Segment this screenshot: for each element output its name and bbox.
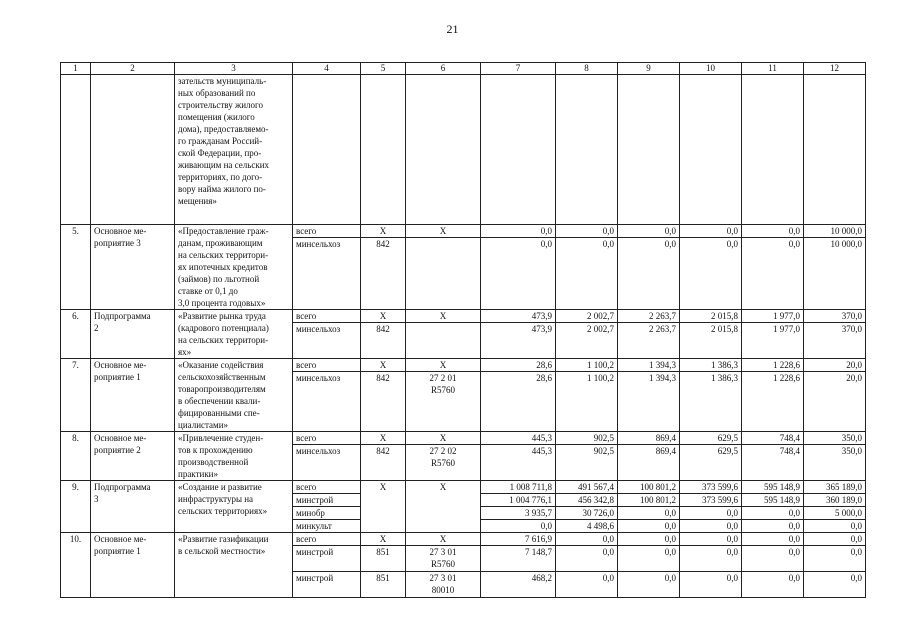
value-cell-col9: 100 801,2 (618, 494, 680, 507)
table-row (61, 359, 866, 372)
value-cell-col7: 0,0 (481, 225, 556, 238)
header-cell-3: 3 (175, 63, 293, 75)
value-cell-col8: 1 100,2 (556, 372, 618, 432)
value-cell-col12: 370,0 (804, 310, 866, 323)
executor-cell: всего (293, 481, 361, 494)
kcsr-cell (406, 572, 481, 598)
value-cell-col9: 1 394,3 (618, 359, 680, 372)
text-line: Основное ме- (94, 534, 147, 544)
value-cell-col8: 0,0 (556, 238, 618, 310)
executor-cell: всего (293, 359, 361, 372)
text-line: Основное ме- (94, 360, 147, 370)
value-cell-col9: 0,0 (618, 507, 680, 520)
header-cell-10: 10 (680, 63, 742, 75)
value-cell-col10: 0,0 (680, 225, 742, 238)
value-cell-col9: 0,0 (618, 520, 680, 533)
text-line: данам, проживающим (178, 238, 263, 248)
table-row (61, 310, 866, 323)
text-line: территориях, по дого- (178, 172, 263, 182)
text-line: (займов) по льготной (178, 274, 260, 284)
text-line: «Предоставление граж- (178, 226, 269, 236)
executor-cell: минкульт (293, 520, 361, 533)
text-line: Подпрограмма (94, 482, 151, 492)
text-line: (кадрового потенциала) (178, 323, 269, 333)
value-cell-col12: 350,0 (804, 432, 866, 445)
executor-cell: минсельхоз (293, 372, 361, 432)
value-cell-col12: 5 000,0 (804, 507, 866, 520)
empty-cell (406, 75, 481, 225)
value-cell-col10: 629,5 (680, 445, 742, 481)
text-line: ях» (178, 347, 192, 357)
header-cell-9: 9 (618, 63, 680, 75)
value-cell-col9: 0,0 (618, 225, 680, 238)
program-description (175, 481, 293, 533)
text-line: 3,0 процента годовых» (178, 298, 266, 308)
executor-cell: всего (293, 225, 361, 238)
text-line: сельскохозяйственным (178, 372, 266, 382)
value-cell-col10: 2 015,8 (680, 323, 742, 359)
value-cell-col12: 20,0 (804, 372, 866, 432)
text-line: R5760 (430, 559, 455, 569)
program-name (91, 225, 175, 310)
row-number: 10. (61, 533, 91, 598)
row-number: 7. (61, 359, 91, 432)
value-cell-col10: 0,0 (680, 533, 742, 546)
text-line: R5760 (430, 458, 455, 468)
value-cell-col8: 0,0 (556, 225, 618, 238)
value-cell-col7: 473,9 (481, 310, 556, 323)
value-cell-col10: 373 599,6 (680, 481, 742, 494)
empty-cell (804, 75, 866, 225)
value-cell-col10: 0,0 (680, 238, 742, 310)
value-cell-col9: 2 263,7 (618, 310, 680, 323)
value-cell-col9: 0,0 (618, 572, 680, 598)
text-line: в сельской местности» (178, 546, 266, 556)
empty-cell (481, 75, 556, 225)
text-line: 80010 (431, 585, 455, 595)
page-number: 21 (446, 22, 459, 36)
text-line: «Создание и развитие (178, 482, 262, 492)
value-cell-col10: 629,5 (680, 432, 742, 445)
text-line: живающим на сельских (178, 160, 270, 170)
program-name (91, 432, 175, 481)
value-cell-col9: 0,0 (618, 238, 680, 310)
grbs-cell: Х (361, 533, 406, 546)
value-cell-col12: 0,0 (804, 533, 866, 546)
text-line: ставке от 0,1 до (178, 286, 238, 296)
kcsr-cell (406, 323, 481, 359)
text-line: Основное ме- (94, 226, 147, 236)
value-cell-col12: 10 000,0 (804, 225, 866, 238)
text-line: Х (439, 433, 447, 443)
kcsr-cell (406, 546, 481, 572)
value-cell-col10: 0,0 (680, 507, 742, 520)
value-cell-col11: 1 977,0 (742, 323, 804, 359)
header-cell-6: 6 (406, 63, 481, 75)
text-line: практики» (178, 469, 219, 479)
kcsr-cell (406, 432, 481, 445)
text-line: Х (439, 311, 447, 321)
value-cell-col7: 1 008 711,8 (481, 481, 556, 494)
executor-cell: минсельхоз (293, 238, 361, 310)
text-line: 3 (94, 494, 99, 504)
text-line: роприятие 2 (94, 445, 141, 455)
value-cell-col7: 468,2 (481, 572, 556, 598)
text-line: тов к прохождению (178, 445, 253, 455)
value-cell-col8: 2 002,7 (556, 310, 618, 323)
kcsr-cell (406, 445, 481, 481)
kcsr-cell (406, 372, 481, 432)
text-line: строительству жилого (178, 100, 263, 110)
value-cell-col7: 0,0 (481, 238, 556, 310)
value-cell-col10: 0,0 (680, 572, 742, 598)
value-cell-col11: 0,0 (742, 238, 804, 310)
value-cell-col12: 370,0 (804, 323, 866, 359)
value-cell-col9: 0,0 (618, 546, 680, 572)
header-cell-1: 1 (61, 63, 91, 75)
executor-cell: минобр (293, 507, 361, 520)
program-description (175, 432, 293, 481)
value-cell-col8: 456 342,8 (556, 494, 618, 507)
program-name (91, 359, 175, 432)
value-cell-col10: 1 386,3 (680, 372, 742, 432)
value-cell-col9: 1 394,3 (618, 372, 680, 432)
value-cell-col11: 0,0 (742, 507, 804, 520)
text-line: го гражданам Россий- (178, 136, 263, 146)
grbs-cell: Х (361, 310, 406, 323)
text-line: Х (439, 360, 447, 370)
value-cell-col11: 1 228,6 (742, 359, 804, 372)
kcsr-cell: Х (406, 481, 481, 533)
grbs-cell: Х (361, 432, 406, 445)
text-line: Х (439, 534, 447, 544)
value-cell-col9: 2 263,7 (618, 323, 680, 359)
text-line: 2 (94, 323, 99, 333)
text-line: товаропроизводителям (178, 384, 266, 394)
continuation-row (61, 75, 866, 225)
program-description (175, 533, 293, 598)
value-cell-col11: 595 148,9 (742, 494, 804, 507)
text-line: Подпрограмма (94, 311, 151, 321)
value-cell-col12: 0,0 (804, 572, 866, 598)
value-cell-col12: 360 189,0 (804, 494, 866, 507)
value-cell-col7: 445,3 (481, 445, 556, 481)
value-cell-col9: 100 801,2 (618, 481, 680, 494)
value-cell-col12: 365 189,0 (804, 481, 866, 494)
executor-cell: всего (293, 533, 361, 546)
text-line: помещения (жилого (178, 112, 255, 122)
text-line: «Оказание содействия (178, 360, 264, 370)
text-line: Основное ме- (94, 433, 147, 443)
kcsr-cell (406, 533, 481, 546)
text-line: зательств муниципаль- (178, 76, 267, 86)
grbs-cell: 842 (361, 238, 406, 310)
text-line: мещения» (178, 196, 217, 206)
header-cell-2: 2 (91, 63, 175, 75)
value-cell-col10: 0,0 (680, 520, 742, 533)
empty-cell (361, 75, 406, 225)
text-line: 27 3 01 (429, 547, 457, 557)
grbs-cell: 842 (361, 323, 406, 359)
value-cell-col8: 0,0 (556, 533, 618, 546)
table-row (61, 533, 866, 546)
value-cell-col11: 1 977,0 (742, 310, 804, 323)
text-line: инфраструктуры на (178, 494, 254, 504)
value-cell-col11: 748,4 (742, 445, 804, 481)
program-description (175, 359, 293, 432)
executor-cell: минстрой (293, 572, 361, 598)
value-cell-col10: 373 599,6 (680, 494, 742, 507)
header-cell-5: 5 (361, 63, 406, 75)
value-cell-col8: 902,5 (556, 432, 618, 445)
program-description (175, 225, 293, 310)
value-cell-col8: 2 002,7 (556, 323, 618, 359)
text-line: на сельских территори- (178, 250, 269, 260)
value-cell-col7: 7 148,7 (481, 546, 556, 572)
value-cell-col12: 10 000,0 (804, 238, 866, 310)
text-line: «Развитие рынка труда (178, 311, 266, 321)
value-cell-col8: 491 567,4 (556, 481, 618, 494)
kcsr-cell (406, 310, 481, 323)
header-cell-7: 7 (481, 63, 556, 75)
text-line: «Развитие газификации (178, 534, 269, 544)
program-name (91, 533, 175, 598)
value-cell-col11: 595 148,9 (742, 481, 804, 494)
value-cell-col8: 4 498,6 (556, 520, 618, 533)
text-line: ской Федерации, про- (178, 148, 262, 158)
empty-cell (618, 75, 680, 225)
executor-cell: минсельхоз (293, 445, 361, 481)
text-line: 27 2 02 (429, 446, 457, 456)
grbs-cell: 851 (361, 572, 406, 598)
value-cell-col11: 0,0 (742, 225, 804, 238)
value-cell-col8: 0,0 (556, 546, 618, 572)
header-cell-4: 4 (293, 63, 361, 75)
empty-cell (680, 75, 742, 225)
grbs-cell: 851 (361, 546, 406, 572)
header-cell-11: 11 (742, 63, 804, 75)
value-cell-col10: 1 386,3 (680, 359, 742, 372)
kcsr-cell (406, 238, 481, 310)
value-cell-col12: 350,0 (804, 445, 866, 481)
value-cell-col10: 2 015,8 (680, 310, 742, 323)
row-number: 5. (61, 225, 91, 310)
text-line: 27 3 01 (429, 573, 457, 583)
value-cell-col9: 869,4 (618, 445, 680, 481)
value-cell-col9: 869,4 (618, 432, 680, 445)
empty-cell (91, 75, 175, 225)
program-name (91, 310, 175, 359)
row-number: 6. (61, 310, 91, 359)
text-line: роприятие 1 (94, 546, 141, 556)
text-line: R5760 (430, 385, 455, 395)
row-number: 9. (61, 481, 91, 533)
value-cell-col11: 0,0 (742, 520, 804, 533)
text-line: вору найма жилого по- (178, 184, 266, 194)
header-cell-12: 12 (804, 63, 866, 75)
program-name (91, 481, 175, 533)
grbs-cell: 842 (361, 372, 406, 432)
value-cell-col8: 1 100,2 (556, 359, 618, 372)
text-line: сельских территориях» (178, 506, 268, 516)
empty-cell (61, 75, 91, 225)
text-line: «Привлечение студен- (178, 433, 264, 443)
program-description (175, 310, 293, 359)
value-cell-col8: 902,5 (556, 445, 618, 481)
continuation-text (175, 75, 293, 225)
value-cell-col12: 0,0 (804, 520, 866, 533)
empty-cell (742, 75, 804, 225)
value-cell-col8: 0,0 (556, 572, 618, 598)
row-number: 8. (61, 432, 91, 481)
text-line: 27 2 01 (429, 373, 457, 383)
value-cell-col7: 28,6 (481, 372, 556, 432)
value-cell-col7: 3 935,7 (481, 507, 556, 520)
table-row (61, 432, 866, 445)
text-line: ных образований по (178, 88, 256, 98)
text-line: производственной (178, 457, 249, 467)
header-row (61, 63, 866, 75)
text-line: ях ипотечных кредитов (178, 262, 268, 272)
text-line: роприятие 3 (94, 238, 141, 248)
grbs-cell: Х (361, 359, 406, 372)
value-cell-col7: 445,3 (481, 432, 556, 445)
grbs-cell: Х (361, 225, 406, 238)
text-line: Х (439, 226, 447, 236)
text-line: роприятие 1 (94, 372, 141, 382)
value-cell-col11: 0,0 (742, 572, 804, 598)
text-line: фицированными спе- (178, 408, 260, 418)
grbs-cell: Х (361, 481, 406, 533)
value-cell-col7: 7 616,9 (481, 533, 556, 546)
executor-cell: минстрой (293, 494, 361, 507)
value-cell-col12: 20,0 (804, 359, 866, 372)
value-cell-col7: 1 004 776,1 (481, 494, 556, 507)
empty-cell (293, 75, 361, 225)
kcsr-cell (406, 359, 481, 372)
value-cell-col7: 473,9 (481, 323, 556, 359)
text-line: дома), предоставляемо- (178, 124, 269, 134)
value-cell-col10: 0,0 (680, 546, 742, 572)
grbs-cell: 842 (361, 445, 406, 481)
empty-cell (556, 75, 618, 225)
kcsr-cell (406, 225, 481, 238)
value-cell-col7: 28,6 (481, 359, 556, 372)
executor-cell: всего (293, 432, 361, 445)
table-row (61, 225, 866, 238)
executor-cell: минстрой (293, 546, 361, 572)
value-cell-col11: 748,4 (742, 432, 804, 445)
value-cell-col12: 0,0 (804, 546, 866, 572)
text-line: циалистами» (178, 420, 229, 430)
text-line: на сельских территори- (178, 335, 269, 345)
value-cell-col7: 0,0 (481, 520, 556, 533)
header-cell-8: 8 (556, 63, 618, 75)
value-cell-col11: 0,0 (742, 546, 804, 572)
value-cell-col11: 0,0 (742, 533, 804, 546)
executor-cell: минсельхоз (293, 323, 361, 359)
value-cell-col11: 1 228,6 (742, 372, 804, 432)
table-row (61, 481, 866, 494)
executor-cell: всего (293, 310, 361, 323)
budget-table (60, 62, 866, 598)
value-cell-col9: 0,0 (618, 533, 680, 546)
value-cell-col8: 30 726,0 (556, 507, 618, 520)
text-line: в обеспечении квали- (178, 396, 261, 406)
